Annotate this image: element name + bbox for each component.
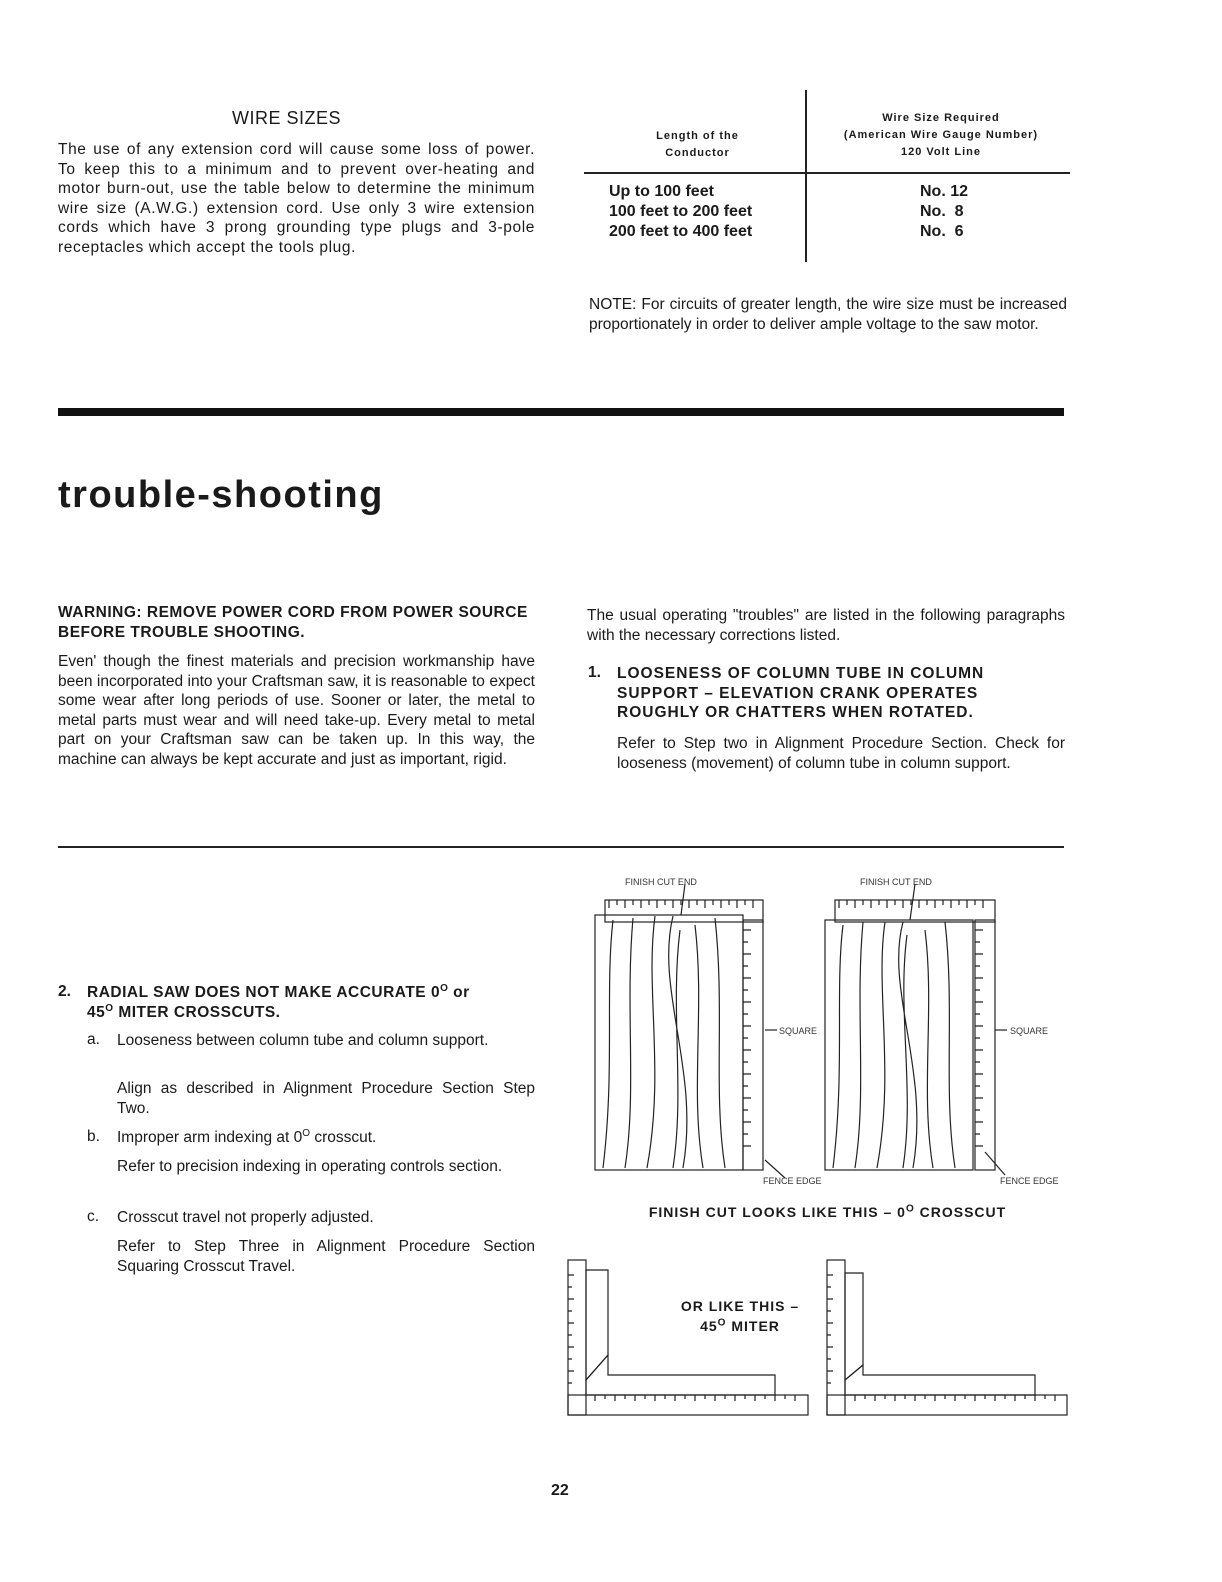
- table-header-wire-size: [812, 110, 1070, 161]
- label-fence-edge-right: FENCE EDGE: [1000, 1176, 1059, 1186]
- label-square-right: SQUARE: [1010, 1026, 1049, 1036]
- item1-number: 1.: [588, 664, 601, 681]
- miter-board-right-horizontal: [845, 1365, 1035, 1395]
- caption-b: CROSSCUT: [914, 1204, 1007, 1220]
- degree-sign: O: [440, 982, 449, 994]
- intro-paragraph: Even' though the finest materials and precision workmanship have been incorporated into your Craftsman saw, it is reasonable to expect some wear after long periods of use. Sooner or later, the metal to metal parts must wear and will need take-up. Every metal to metal part on your Craftsman saw can be taken up. In this way, the machine can always be kept accurate and just as important, rigid.: [58, 653, 535, 768]
- miter-figure: [565, 1255, 1070, 1420]
- ruler-ticks-miter-right-base: [855, 1395, 1055, 1401]
- section-title: trouble-shooting: [58, 474, 384, 516]
- ruler-ticks-left: [609, 900, 753, 908]
- header-length-line2: Conductor: [665, 147, 730, 159]
- table-header-length: [600, 128, 795, 162]
- or-like-miter: MITER: [726, 1318, 780, 1334]
- degree-sign: O: [905, 1203, 915, 1215]
- item2-heading: [87, 983, 535, 1022]
- warning-text: WARNING: REMOVE POWER CORD FROM POWER SOURCE BEFORE TROUBLE SHOOTING.: [58, 604, 528, 641]
- ruler-ticks-miter-left-base: [595, 1395, 795, 1401]
- degree-sign: O: [105, 1002, 114, 1014]
- table-cell-size: No. 12: [920, 183, 969, 200]
- item2-number: 2.: [58, 983, 71, 1000]
- label-finish-cut-end-right: FINISH CUT END: [860, 877, 932, 887]
- item2-heading-b: or: [448, 984, 470, 1001]
- header-length-line1: Length of the: [656, 130, 739, 142]
- wire-sizes-title: WIRE SIZES: [232, 108, 342, 128]
- miter-square-right-base: [827, 1395, 1067, 1415]
- item2-heading-d: MITER CROSSCUTS.: [113, 1003, 281, 1021]
- table-cell-size: No. 6: [920, 223, 964, 240]
- item1-body: Refer to Step two in Alignment Procedure Section. Check for looseness (movement) of column tube in column support.: [617, 735, 1065, 772]
- square-ruler-left-top: [605, 900, 763, 922]
- wire-sizes-paragraph: The use of any extension cord will cause some loss of power. To keep this to a minimum and to prevent over-heating and motor burn-out, use the table below to determine the minimum wire size (A.W.G.) extension cord. Use only 3 wire extension cords which have 3 prong grounding type plugs and 3-pole receptacles which accept the tools plug.: [58, 141, 535, 256]
- miter-board-left-horizontal: [586, 1355, 775, 1395]
- caption-a: FINISH CUT LOOKS LIKE THIS – 0: [648, 1204, 906, 1220]
- square-ruler-right-top: [835, 900, 995, 922]
- or-like-45: 45: [700, 1318, 718, 1334]
- table-size-column: [920, 182, 968, 242]
- header-size-line1: Wire Size Required: [882, 112, 1000, 124]
- miter-square-left-side: [568, 1260, 586, 1415]
- table-length-column: [609, 182, 752, 242]
- wood-grain-right: [833, 922, 955, 1168]
- note-paragraph: [589, 295, 1067, 334]
- item2-heading-a: RADIAL SAW DOES NOT MAKE ACCURATE 0: [87, 984, 441, 1001]
- table-cell-length: 200 feet to 400 feet: [609, 223, 753, 240]
- header-size-line3: 120 Volt Line: [900, 146, 982, 158]
- table-cell-size: No. 8: [920, 203, 964, 220]
- sub-b-title-a: Improper arm indexing at 0: [117, 1129, 303, 1146]
- note-label: NOTE:: [589, 296, 637, 313]
- ruler-ticks-right: [839, 900, 983, 908]
- item2-heading-c: 45: [87, 1003, 106, 1021]
- table-vertical-rule: [805, 90, 807, 262]
- square-ruler-left-side: [743, 920, 763, 1170]
- or-like-line1: OR LIKE THIS –: [680, 1298, 800, 1314]
- figure-caption-miter: [660, 1296, 820, 1336]
- miter-square-left-base: [568, 1395, 808, 1415]
- crosscut-figure: [585, 870, 1070, 1220]
- note-text: For circuits of greater length, the wire size must be increased proportionately in order to deliver ample voltage to the saw motor.: [589, 296, 1067, 333]
- label-fence-edge-left: FENCE EDGE: [763, 1176, 822, 1186]
- section-divider-thick: [58, 408, 1064, 416]
- sub-b-letter: b.: [87, 1128, 100, 1145]
- page-number: 22: [551, 1482, 569, 1499]
- section-divider-thin: [58, 846, 1064, 848]
- wood-grain-left: [603, 916, 725, 1168]
- table-cell-length: 100 feet to 200 feet: [609, 203, 753, 220]
- label-finish-cut-end-left: FINISH CUT END: [625, 877, 697, 887]
- usual-troubles-paragraph: The usual operating "troubles" are listed in the following paragraphs with the necessary corrections listed.: [587, 607, 1065, 644]
- figure-caption-crosscut: [585, 1204, 1070, 1220]
- sub-a-title: Looseness between column tube and column support.: [117, 1032, 489, 1049]
- ruler-ticks-miter-left-side: [568, 1275, 574, 1383]
- sub-a-letter: a.: [87, 1031, 100, 1048]
- table-cell-length: Up to 100 feet: [609, 183, 714, 200]
- miter-board-right-vertical: [845, 1273, 863, 1380]
- sub-c-body: Refer to Step Three in Alignment Procedure Section Squaring Crosscut Travel.: [117, 1238, 535, 1275]
- sub-a-body: Align as described in Alignment Procedure Section Step Two.: [117, 1080, 535, 1117]
- miter-board-left-vertical: [586, 1270, 608, 1380]
- degree-sign: O: [717, 1317, 727, 1329]
- header-size-line2: (American Wire Gauge Number): [843, 129, 1039, 141]
- sub-b-body: Refer to precision indexing in operating controls section.: [117, 1158, 503, 1175]
- degree-sign: O: [302, 1127, 311, 1139]
- sub-c-title: Crosscut travel not properly adjusted.: [117, 1209, 374, 1226]
- ruler-ticks-miter-right-side: [827, 1275, 833, 1383]
- sub-b-title-b: crosscut.: [310, 1129, 377, 1146]
- item1-heading: LOOSENESS OF COLUMN TUBE IN COLUMN SUPPORT – ELEVATION CRANK OPERATES ROUGHLY OR CHATTERS WHEN ROTATED.: [617, 665, 985, 721]
- label-square-left: SQUARE: [779, 1026, 818, 1036]
- or-like-line2: [660, 1316, 820, 1336]
- sub-c-letter: c.: [87, 1208, 100, 1225]
- table-horizontal-rule: [584, 172, 1070, 174]
- miter-square-right-side: [827, 1260, 845, 1415]
- ruler-ticks-right-side: [975, 930, 983, 1146]
- square-ruler-right-side: [975, 920, 995, 1170]
- sub-b-title: [117, 1128, 535, 1148]
- ruler-ticks-left-side: [743, 930, 751, 1146]
